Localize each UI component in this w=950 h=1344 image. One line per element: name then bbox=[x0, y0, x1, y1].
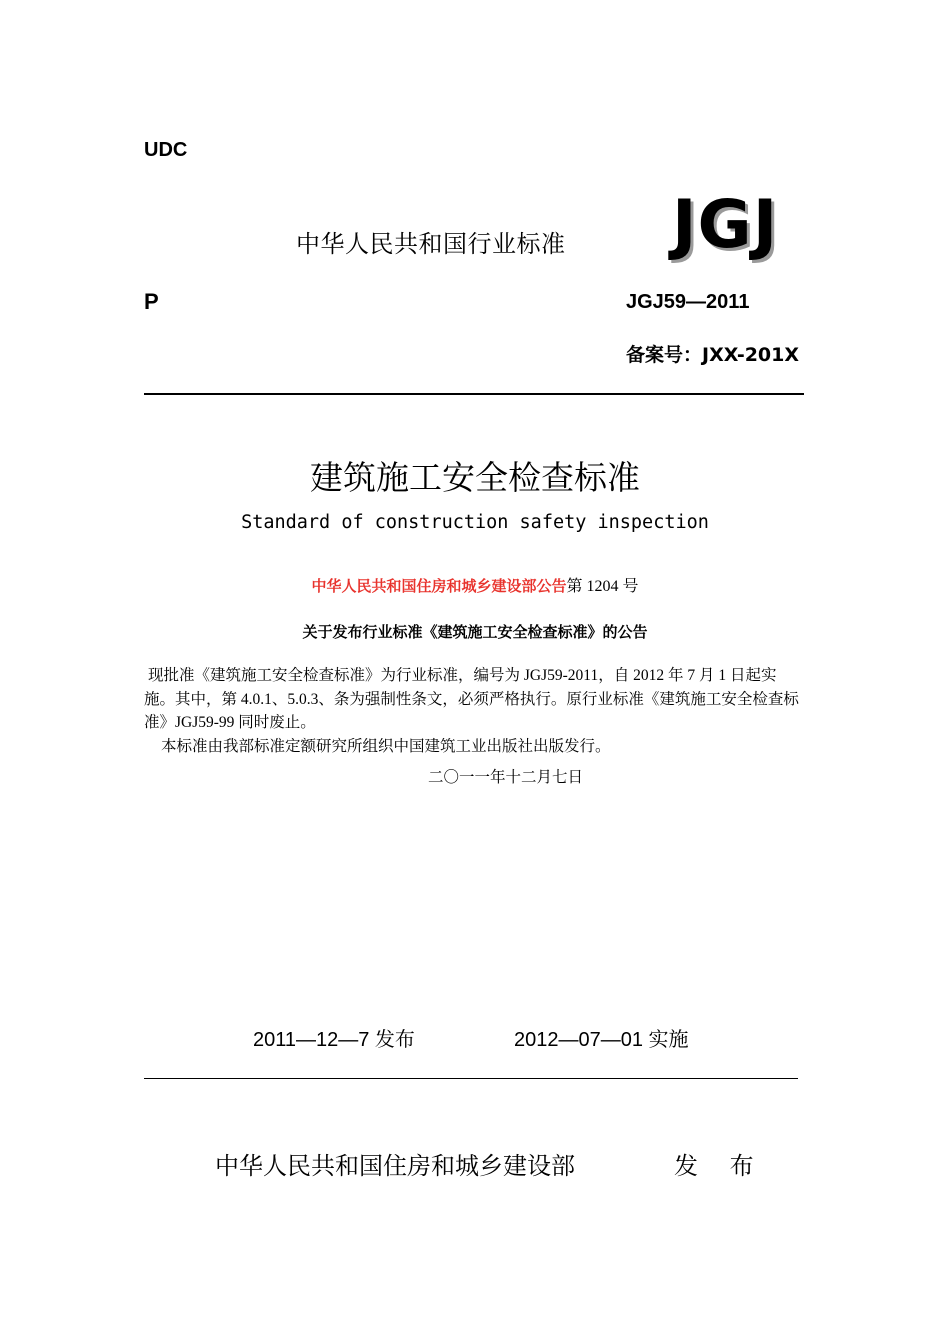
notice-date: 二〇一一年十二月七日 bbox=[428, 769, 584, 786]
announcement-line bbox=[0, 573, 950, 596]
publish-label: 发 布 bbox=[674, 1152, 766, 1180]
notice-paragraph-2: 本标准由我部标准定额研究所组织中国建筑工业出版社出版发行。 bbox=[161, 737, 611, 755]
notice-title: 关于发布行业标准《建筑施工安全检查标准》的公告 bbox=[302, 623, 648, 641]
publisher-name: 中华人民共和国住房和城乡建设部 bbox=[215, 1152, 575, 1180]
document-title-chinese: 建筑施工安全检查标准 bbox=[310, 458, 640, 497]
header-divider bbox=[144, 393, 804, 395]
notice-paragraph-1: 现批准《建筑施工安全检查标准》为行业标准，编号为 JGJ59-2011，自 2012 年 7 月 1 日起实施。其中，第 4.0.1、5.0.3、条为强制性条文，必须严格执行。原行业标准《建筑施工安全检查标准》JGJ59-99 同时废止。 bbox=[144, 667, 799, 731]
udc-label: UDC bbox=[144, 139, 188, 161]
standard-code: JGJ59—2011 bbox=[626, 291, 750, 313]
record-number: 备案号：JXX-201X bbox=[626, 344, 800, 366]
announcement-issuer: 中华人民共和国住房和城乡建设部公告 bbox=[311, 577, 567, 595]
footer-divider bbox=[144, 1078, 798, 1079]
jgj-logo: JGJ bbox=[672, 186, 779, 263]
announcement-number: 第 1204 号 bbox=[566, 578, 639, 595]
industry-standard-heading: 中华人民共和国行业标准 bbox=[296, 230, 566, 258]
p-label: P bbox=[144, 289, 159, 314]
notice-body bbox=[144, 664, 806, 758]
issue-date: 2011—12—7 发布 bbox=[253, 1029, 415, 1051]
document-title-english: Standard of construction safety inspection bbox=[241, 512, 709, 533]
implement-date: 2012—07—01 实施 bbox=[514, 1029, 689, 1051]
